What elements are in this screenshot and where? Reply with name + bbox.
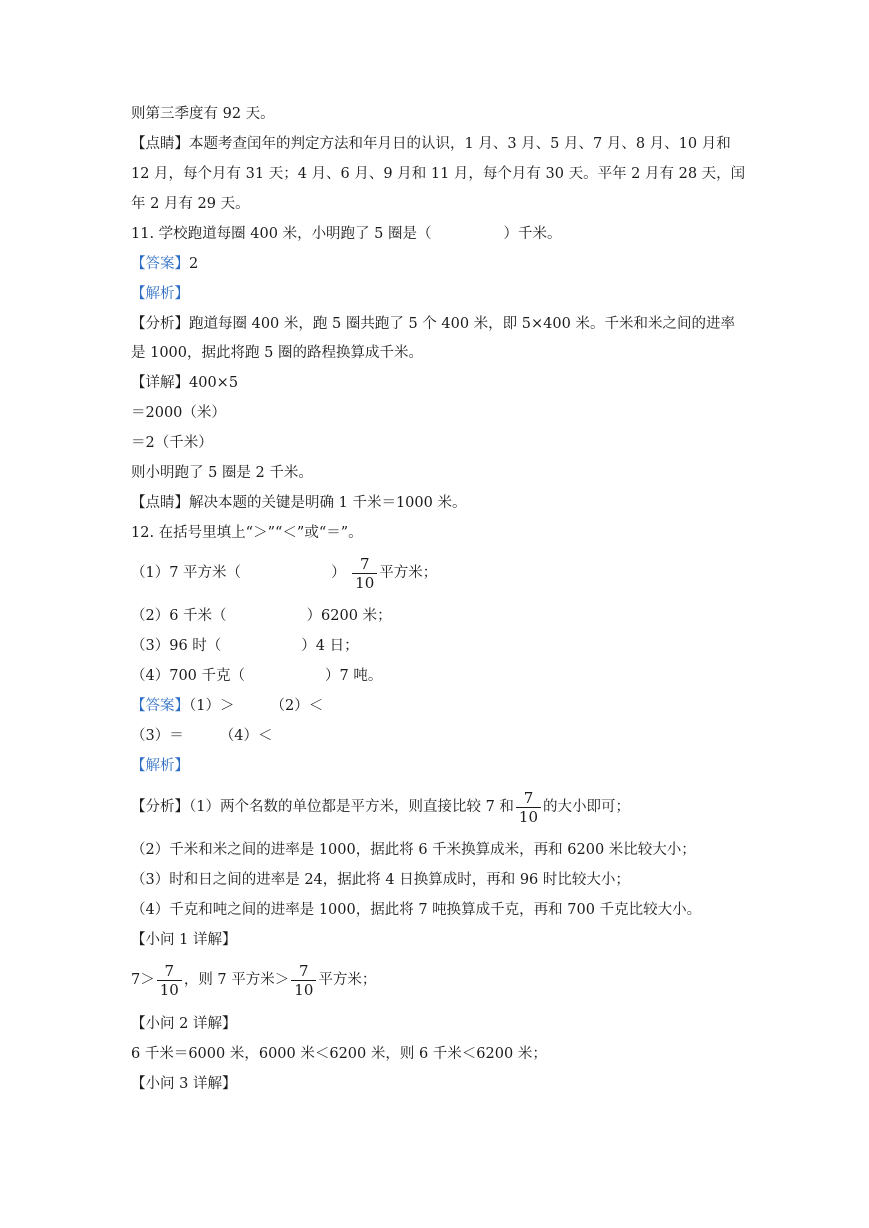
text-segment: 的大小即可； (543, 799, 631, 815)
question-text: 11. 学校跑道每圈 400 米，小明跑了 5 圈是（ (131, 226, 432, 242)
answer-label: 【答案】 (131, 256, 189, 272)
text-line: 是 1000，据此将跑 5 圈的路程换算成千米。 (131, 345, 423, 361)
text-line: （2）千米和米之间的进率是 1000，据此将 6 千米换算成米，再和 6200 米比较大小； (131, 842, 696, 858)
text-line: ＝2000（米） (131, 405, 226, 421)
answer-value: （3）＝ (131, 728, 184, 744)
fraction-numerator: 7 (359, 554, 370, 573)
sub-question-heading: 【小问 1 详解】 (131, 932, 237, 948)
text-line: 【点睛】解决本题的关键是明确 1 千米＝1000 米。 (131, 495, 467, 511)
text-line: 6 千米＝6000 米，6000 米＜6200 米，则 6 千米＜6200 米； (131, 1046, 547, 1062)
fraction-numerator: 7 (164, 961, 175, 980)
answer-value: 2 (189, 256, 199, 272)
fraction-denominator: 10 (516, 807, 541, 826)
fraction-numerator: 7 (299, 961, 309, 980)
question-text: ）4 日； (301, 638, 359, 654)
text-line: 年 2 月有 29 天。 (131, 196, 250, 212)
text-line: 则小明跑了 5 圈是 2 千米。 (131, 465, 313, 481)
question-12-item-2 (131, 606, 392, 626)
question-text: ）千米。 (503, 226, 562, 242)
answer-12-cont (131, 726, 272, 746)
answer-value: （4）＜ (219, 728, 273, 744)
question-text: ）6200 米； (306, 608, 392, 624)
question-12: 12. 在括号里填上“＞”“＜”或“＝”。 (131, 525, 363, 541)
question-text: ）7 吨。 (325, 668, 383, 684)
sub-question-heading: 【小问 3 详解】 (131, 1076, 237, 1092)
question-text: ） (331, 565, 346, 581)
text-line: 【详解】400×5 (131, 375, 239, 391)
answer-11 (131, 254, 198, 274)
question-12-item-1 (131, 554, 437, 592)
question-text: （1）7 平方米（ (131, 565, 242, 581)
text-segment: 7＞ (131, 972, 155, 988)
answer-value: （1）＞ (189, 698, 235, 714)
question-text: （2）6 千米（ (131, 608, 227, 624)
question-12-item-4 (131, 666, 382, 686)
sub-question-1-detail (131, 961, 376, 999)
text-line: ＝2（千米） (131, 435, 213, 451)
jiexi-label: 【解析】 (131, 758, 189, 774)
fraction (516, 789, 541, 826)
text-line: 则第三季度有 92 天。 (131, 106, 275, 122)
question-text: 平方米； (379, 565, 438, 581)
jiexi-label: 【解析】 (131, 286, 189, 302)
answer-label: 【答案】 (131, 698, 189, 714)
text-segment: 平方米； (318, 972, 377, 988)
text-line: 【点睛】本题考查闰年的判定方法和年月日的认识，1 月、3 月、5 月、7 月、8 月、10 月和 (131, 136, 731, 152)
fraction-denominator: 10 (291, 980, 316, 999)
text-line: 12 月，每个月有 31 天；4 月、6 月、9 月和 11 月，每个月有 30 天。平年 2 月有 28 天，闰 (131, 166, 746, 182)
fraction-denominator: 10 (157, 980, 182, 999)
text-line: 【分析】跑道每圈 400 米，跑 5 圈共跑了 5 个 400 米，即 5×400 米。千米和米之间的进率 (131, 316, 735, 332)
question-text: （4）700 千克（ (131, 668, 246, 684)
question-11 (131, 224, 562, 244)
fenxi-12-line-1 (131, 788, 630, 826)
text-segment: ，则 7 平方米＞ (183, 972, 290, 988)
fraction (157, 962, 182, 999)
fraction (291, 962, 316, 999)
sub-question-heading: 【小问 2 详解】 (131, 1016, 237, 1032)
answer-value: （2）＜ (270, 698, 324, 714)
answer-12 (131, 696, 323, 716)
question-text: （3）96 时（ (131, 638, 222, 654)
text-segment: 【分析】（1）两个名数的单位都是平方米，则直接比较 7 和 (131, 799, 514, 815)
text-line: （3）时和日之间的进率是 24，据此将 4 日换算成时，再和 96 时比较大小； (131, 872, 630, 888)
fraction (352, 555, 377, 592)
question-12-item-3 (131, 636, 359, 656)
text-line: （4）千克和吨之间的进率是 1000，据此将 7 吨换算成千克，再和 700 千克比较大小。 (131, 902, 702, 918)
fraction-denominator: 10 (352, 573, 377, 592)
fraction-numerator: 7 (523, 788, 534, 807)
